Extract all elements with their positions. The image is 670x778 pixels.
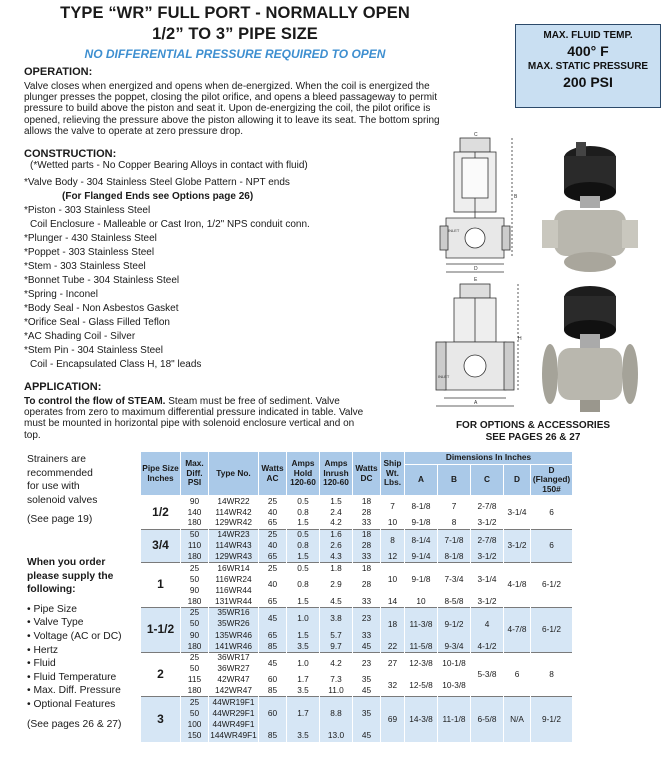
watts-ac-cell: 65 (259, 630, 287, 641)
type-no-cell: 129WR43 (209, 551, 259, 562)
watts-dc-cell: 45 (353, 730, 381, 741)
pipe-size-cell: 2 (141, 652, 181, 697)
construction-line: *AC Shading Coil - Silver (24, 331, 136, 342)
inlet-label-top: INLET (448, 228, 460, 233)
order-item: • Hertz (27, 644, 59, 656)
type-no-cell: 141WR46 (209, 641, 259, 652)
order-item: • Max. Diff. Pressure (27, 685, 121, 697)
dim-a-cell: 8-1/4 (405, 529, 438, 551)
dim-b-cell: 7-1/8 (438, 529, 471, 551)
strainer-see: (See page 19) (27, 514, 93, 526)
operation-line: Valve closes when energized and opens when de-energized. When the coil is energized the (24, 81, 430, 92)
watts-dc-cell: 33 (353, 551, 381, 562)
dim-d-label: D (474, 266, 478, 272)
construction-line: (*Wetted parts - No Copper Bearing Alloys in contact with fluid) (30, 160, 308, 171)
dim-a-cell: 11-3/8 (405, 607, 438, 641)
diff-psi-cell: 180 (181, 686, 209, 697)
ship-wt-cell: 12 (381, 551, 405, 562)
valve-photo-flanged (540, 282, 640, 422)
table-row (141, 607, 573, 618)
col-d: D (504, 464, 531, 496)
inlet-label-bottom: INLET (438, 374, 450, 379)
dim-d-flanged-cell: 8 (531, 652, 573, 697)
col-amps-inrush: Amps Inrush 120-60 (320, 452, 353, 496)
watts-dc-cell: 28 (353, 507, 381, 518)
col-a: A (405, 464, 438, 496)
construction-line: *Orifice Seal - Glass Filled Teflon (24, 317, 170, 328)
ship-wt-cell: 32 (381, 675, 405, 697)
dim-d-flanged-cell: 6 (531, 529, 573, 563)
dim-d-cell: 4-1/8 (504, 563, 531, 608)
watts-dc-cell: 18 (353, 529, 381, 540)
order-line: please supply the (27, 570, 114, 582)
construction-line: *Poppet - 303 Stainless Steel (24, 247, 155, 258)
amps-hold-cell: 1.7 (287, 697, 320, 731)
type-no-cell: 35WR26 (209, 619, 259, 630)
diff-psi-cell: 180 (181, 596, 209, 607)
col-pipe: Pipe Size Inches (141, 452, 181, 496)
operation-text (24, 81, 440, 137)
col-type: Type No. (209, 452, 259, 496)
watts-ac-cell: 60 (259, 675, 287, 686)
watts-dc-cell: 45 (353, 686, 381, 697)
watts-dc-cell: 45 (353, 641, 381, 652)
amps-inrush-cell: 2.6 (320, 540, 353, 551)
spec-box (515, 24, 661, 108)
watts-ac-cell: 25 (259, 496, 287, 507)
ship-wt-cell: 27 (381, 652, 405, 674)
order-item: • Valve Type (27, 617, 84, 629)
watts-ac-cell: 40 (259, 540, 287, 551)
watts-ac-cell: 85 (259, 686, 287, 697)
table-row (141, 563, 573, 574)
diff-psi-cell: 50 (181, 574, 209, 585)
table-row (141, 529, 573, 540)
amps-hold-cell: 1.5 (287, 518, 320, 529)
type-no-cell: 36WR17 (209, 652, 259, 663)
diff-psi-cell: 25 (181, 563, 209, 574)
construction-line: *Valve Body - 304 Stainless Steel Globe Pattern - NPT ends (24, 177, 290, 188)
order-item: • Pipe Size (27, 603, 77, 615)
strainer-line: Strainers are (27, 454, 86, 465)
order-item: • Voltage (AC or DC) (27, 630, 122, 642)
dim-c-cell: 2-7/8 (471, 496, 504, 518)
valve-cross-section-drawings (432, 128, 522, 418)
dim-c-cell: 6-5/8 (471, 697, 504, 742)
dim-a-label: A (474, 400, 478, 406)
watts-ac-cell: 45 (259, 607, 287, 629)
order-item: • Optional Features (27, 698, 116, 710)
diff-psi-cell: 50 (181, 708, 209, 719)
dim-a-cell: 12-5/8 (405, 675, 438, 697)
order-item: • Fluid (27, 658, 56, 670)
dim-d-flanged-cell: 9-1/2 (531, 697, 573, 742)
dim-b-cell: 8 (438, 518, 471, 529)
col-dims: Dimensions In Inches (405, 452, 573, 465)
dim-d-cell: 6 (504, 652, 531, 697)
dim-b-cell: 11-1/8 (438, 697, 471, 742)
watts-dc-cell: 33 (353, 518, 381, 529)
amps-inrush-cell: 9.7 (320, 641, 353, 652)
watts-ac-cell: 65 (259, 596, 287, 607)
watts-ac-cell: 25 (259, 529, 287, 540)
amps-hold-cell: 3.5 (287, 641, 320, 652)
order-item: • Fluid Temperature (27, 671, 117, 683)
watts-ac-cell: 45 (259, 652, 287, 674)
ship-wt-cell: 22 (381, 641, 405, 652)
dim-b-cell: 7-3/4 (438, 563, 471, 597)
diff-psi-cell: 50 (181, 619, 209, 630)
ship-wt-cell: 10 (381, 563, 405, 597)
watts-dc-cell: 23 (353, 607, 381, 629)
amps-hold-cell: 3.5 (287, 686, 320, 697)
operation-line: allows the valve to operate at zero pressure drop. (24, 125, 244, 137)
type-no-cell: 44WR19F1 (209, 697, 259, 708)
application-line: Steam must be free of sediment. Valve (165, 396, 340, 407)
amps-hold-cell: 0.5 (287, 496, 320, 507)
diff-psi-cell: 180 (181, 518, 209, 529)
strainer-line: for use with (27, 481, 80, 493)
dim-d-cell: N/A (504, 697, 531, 742)
amps-hold-cell: 1.5 (287, 630, 320, 641)
ship-wt-cell: 14 (381, 596, 405, 607)
pipe-size-cell: 1-1/2 (141, 607, 181, 652)
amps-hold-cell: 0.8 (287, 574, 320, 596)
dim-d-flanged-cell: 6 (531, 496, 573, 530)
amps-inrush-cell: 4.3 (320, 551, 353, 562)
diff-psi-cell: 180 (181, 641, 209, 652)
diff-psi-cell: 25 (181, 652, 209, 663)
watts-ac-cell: 85 (259, 730, 287, 741)
static-pressure-label: MAX. STATIC PRESSURE (527, 61, 649, 72)
diff-psi-cell: 50 (181, 529, 209, 540)
type-no-cell: 116WR24 (209, 574, 259, 585)
ship-wt-cell: 69 (381, 697, 405, 742)
order-see: (See pages 26 & 27) (27, 718, 122, 730)
col-d-flanged-label: D (Flanged) (532, 464, 571, 484)
operation-line: plunger presses the poppet, closing the pilot orifice, and opens a bleed passageway to permit (24, 92, 438, 104)
type-no-cell: 116WR44 (209, 585, 259, 596)
amps-inrush-cell: 8.8 (320, 697, 353, 731)
operation-heading: OPERATION: (24, 66, 93, 78)
dim-c-label: C (474, 132, 478, 138)
dim-a-cell: 9-1/8 (405, 563, 438, 597)
options-line: SEE PAGES 26 & 27 (485, 432, 581, 443)
amps-hold-cell: 0.5 (287, 563, 320, 574)
amps-inrush-cell: 1.5 (320, 496, 353, 507)
amps-inrush-cell: 4.2 (320, 518, 353, 529)
col-d-flanged (531, 464, 573, 496)
dim-c-cell: 3-1/2 (471, 518, 504, 529)
watts-ac-cell: 60 (259, 697, 287, 731)
pipe-size-cell: 3/4 (141, 529, 181, 563)
dim-c-cell: 4-1/2 (471, 641, 504, 652)
watts-ac-cell: 65 (259, 551, 287, 562)
order-note (27, 556, 122, 731)
construction-line: *Bonnet Tube - 304 Stainless Steel (24, 275, 180, 286)
type-no-cell: 114WR42 (209, 507, 259, 518)
construction-heading: CONSTRUCTION: (24, 148, 117, 160)
diff-psi-cell: 90 (181, 630, 209, 641)
diff-psi-cell: 25 (181, 607, 209, 618)
amps-inrush-cell: 2.4 (320, 507, 353, 518)
amps-inrush-cell: 13.0 (320, 730, 353, 741)
col-watts-dc: Watts DC (353, 452, 381, 496)
diff-psi-cell: 115 (181, 675, 209, 686)
construction-line: *Body Seal - Non Asbestos Gasket (24, 303, 179, 314)
type-no-cell: 131WR44 (209, 596, 259, 607)
page-title: TYPE “WR” FULL PORT - NORMALLY OPEN (60, 4, 410, 22)
construction-line: Coil Enclosure - Malleable or Cast Iron, 1/2" NPS conduit conn. (30, 219, 310, 230)
static-pressure-value: 200 PSI (563, 74, 613, 90)
type-no-cell: 44WR49F1 (209, 719, 259, 730)
dim-a-cell: 8-1/8 (405, 496, 438, 518)
watts-dc-cell: 18 (353, 563, 381, 574)
watts-dc-cell: 35 (353, 697, 381, 731)
type-no-cell: 36WR27 (209, 663, 259, 674)
amps-hold-cell: 0.8 (287, 507, 320, 518)
page-subtitle-size: 1/2” TO 3” PIPE SIZE (152, 25, 318, 43)
dim-b-cell: 8-5/8 (438, 596, 471, 607)
tagline: NO DIFFERENTIAL PRESSURE REQUIRED TO OPEN (84, 47, 386, 61)
fluid-temp-label: MAX. FLUID TEMP. (543, 30, 633, 41)
type-no-cell: 35WR16 (209, 607, 259, 618)
diff-psi-cell: 25 (181, 697, 209, 708)
amps-hold-cell: 1.0 (287, 652, 320, 674)
construction-line: Coil - Encapsulated Class H, 18" leads (30, 359, 202, 370)
strainer-note (27, 453, 97, 527)
dim-d-cell: 3-1/4 (504, 496, 531, 530)
amps-hold-cell: 3.5 (287, 730, 320, 741)
col-amps-hold: Amps Hold 120-60 (287, 452, 320, 496)
diff-psi-cell: 110 (181, 540, 209, 551)
col-diff: Max. Diff. PSI (181, 452, 209, 496)
table-row (141, 697, 573, 708)
col-watts-ac: Watts AC (259, 452, 287, 496)
dim-b-cell: 7 (438, 496, 471, 518)
construction-line: *Plunger - 430 Stainless Steel (24, 233, 157, 244)
dim-d-flanged-cell: 6-1/2 (531, 607, 573, 652)
amps-inrush-cell: 4.5 (320, 596, 353, 607)
amps-inrush-cell: 1.6 (320, 529, 353, 540)
ship-wt-cell: 7 (381, 496, 405, 518)
type-no-cell: 144WR49F1 (210, 730, 257, 741)
watts-ac-cell: 40 (259, 507, 287, 518)
dim-d-cell: 3-1/2 (504, 529, 531, 563)
type-no-cell: 129WR42 (209, 518, 259, 529)
watts-dc-cell: 35 (353, 675, 381, 686)
diff-psi-cell: 100 (181, 719, 209, 730)
dim-c-cell: 4 (471, 607, 504, 641)
construction-line: *Stem Pin - 304 Stainless Steel (24, 345, 163, 356)
options-note (438, 420, 628, 444)
amps-hold-cell: 1.5 (287, 551, 320, 562)
type-no-cell: 14WR23 (209, 529, 259, 540)
watts-dc-cell: 33 (353, 630, 381, 641)
dim-a-cell: 14-3/8 (405, 697, 438, 742)
order-line: following: (27, 584, 76, 596)
dim-a-cell: 11-5/8 (405, 641, 438, 652)
diff-psi-cell: 140 (181, 507, 209, 518)
col-c: C (471, 464, 504, 496)
pipe-size-cell: 1 (141, 563, 181, 608)
construction-line: *Stem - 303 Stainless Steel (24, 261, 146, 272)
dim-b-cell: 9-1/2 (438, 607, 471, 641)
diff-psi-cell: 150 (181, 730, 209, 741)
dim-c-cell: 2-7/8 (471, 529, 504, 551)
operation-line: pressure to build above the piston and seat it. Upon de-energizing the coil, the pilot orifice is (24, 103, 431, 115)
type-no-cell: 135WR46 (209, 630, 259, 641)
amps-inrush-cell: 4.2 (320, 652, 353, 674)
watts-dc-cell: 18 (353, 496, 381, 507)
watts-ac-cell: 85 (259, 641, 287, 652)
amps-inrush-cell: 7.3 (320, 675, 353, 686)
type-no-cell: 42WR47 (209, 675, 259, 686)
watts-ac-cell: 25 (259, 563, 287, 574)
pipe-size-cell: 1/2 (141, 496, 181, 530)
table-row (141, 496, 573, 507)
col-d-flanged-rating: 150# (542, 483, 561, 494)
dim-a-cell: 9-1/4 (405, 551, 438, 562)
order-line: When you order (27, 557, 106, 568)
amps-hold-cell: 1.5 (287, 596, 320, 607)
dim-b-cell: 8-1/8 (438, 551, 471, 562)
dim-b-cell: 10-3/8 (438, 675, 471, 697)
ship-wt-cell: 18 (381, 607, 405, 641)
strainer-line: recommended (27, 467, 93, 479)
application-heading: APPLICATION: (24, 381, 102, 393)
watts-ac-cell: 40 (259, 574, 287, 596)
pipe-size-cell: 3 (141, 697, 181, 742)
type-no-cell: 44WR29F1 (209, 708, 259, 719)
dim-c-cell: 5-3/8 (471, 652, 504, 697)
watts-dc-cell: 33 (353, 596, 381, 607)
application-lead: To control the flow of STEAM. (24, 396, 166, 407)
amps-hold-cell: 0.5 (287, 529, 320, 540)
construction-line: *Piston - 303 Stainless Steel (24, 205, 151, 216)
diff-psi-cell: 90 (181, 496, 209, 507)
watts-dc-cell: 28 (353, 574, 381, 596)
construction-line: *Spring - Inconel (24, 289, 98, 300)
application-line: operates from zero to maximum differential pressure indicated in table. Valve (24, 407, 364, 419)
watts-dc-cell: 23 (353, 652, 381, 674)
dim-c-cell: 3-1/4 (471, 563, 504, 597)
amps-hold-cell: 1.0 (287, 607, 320, 629)
table-row (141, 652, 573, 663)
dim-a-cell: 9-1/8 (405, 518, 438, 529)
construction-line: (For Flanged Ends see Options page 26) (62, 191, 254, 202)
diff-psi-cell: 50 (181, 663, 209, 674)
diff-psi-cell: 90 (181, 585, 209, 596)
dim-a-cell: 10 (405, 596, 438, 607)
fluid-temp-value: 400° F (567, 43, 609, 59)
type-no-cell: 114WR43 (209, 540, 259, 551)
amps-inrush-cell: 11.0 (320, 686, 353, 697)
options-line: FOR OPTIONS & ACCESSORIES (455, 420, 611, 431)
type-no-cell: 142WR47 (209, 686, 259, 697)
strainer-line: solenoid valves (27, 494, 98, 506)
application-line: must be mounted in horizontal pipe with solenoid enclosure vertical and on (24, 418, 355, 430)
amps-hold-cell: 0.8 (287, 540, 320, 551)
dim-c-cell: 3-1/2 (471, 596, 504, 607)
dim-e-label: E (474, 277, 478, 283)
dim-b-label: B (514, 194, 518, 200)
dim-b-cell: 10-1/8 (438, 652, 471, 674)
dim-h-label: H (518, 336, 522, 342)
amps-hold-cell: 1.7 (287, 675, 320, 686)
watts-ac-cell: 65 (259, 518, 287, 529)
valve-photo-threaded (540, 136, 640, 286)
application-text (24, 396, 424, 441)
watts-dc-cell: 28 (353, 540, 381, 551)
amps-inrush-cell: 3.8 (320, 607, 353, 629)
spec-table (140, 451, 573, 742)
dim-d-cell: 4-7/8 (504, 607, 531, 652)
dim-a-cell: 12-3/8 (405, 652, 438, 674)
operation-line: opened, relieving the pressure above the piston allowing it to leave its seat. The bottom spring (24, 114, 440, 126)
ship-wt-cell: 10 (381, 518, 405, 529)
col-ship: Ship Wt. Lbs. (381, 452, 405, 496)
type-no-cell: 14WR22 (209, 496, 259, 507)
amps-inrush-cell: 5.7 (320, 630, 353, 641)
dim-b-cell: 9-3/4 (438, 641, 471, 652)
ship-wt-cell: 8 (381, 529, 405, 551)
type-no-cell: 16WR14 (209, 563, 259, 574)
amps-inrush-cell: 2.9 (320, 574, 353, 596)
diff-psi-cell: 180 (181, 551, 209, 562)
col-b: B (438, 464, 471, 496)
dim-c-cell: 3-1/2 (471, 551, 504, 562)
application-line: top. (24, 429, 41, 441)
amps-inrush-cell: 1.8 (320, 563, 353, 574)
dim-d-flanged-cell: 6-1/2 (531, 563, 573, 608)
